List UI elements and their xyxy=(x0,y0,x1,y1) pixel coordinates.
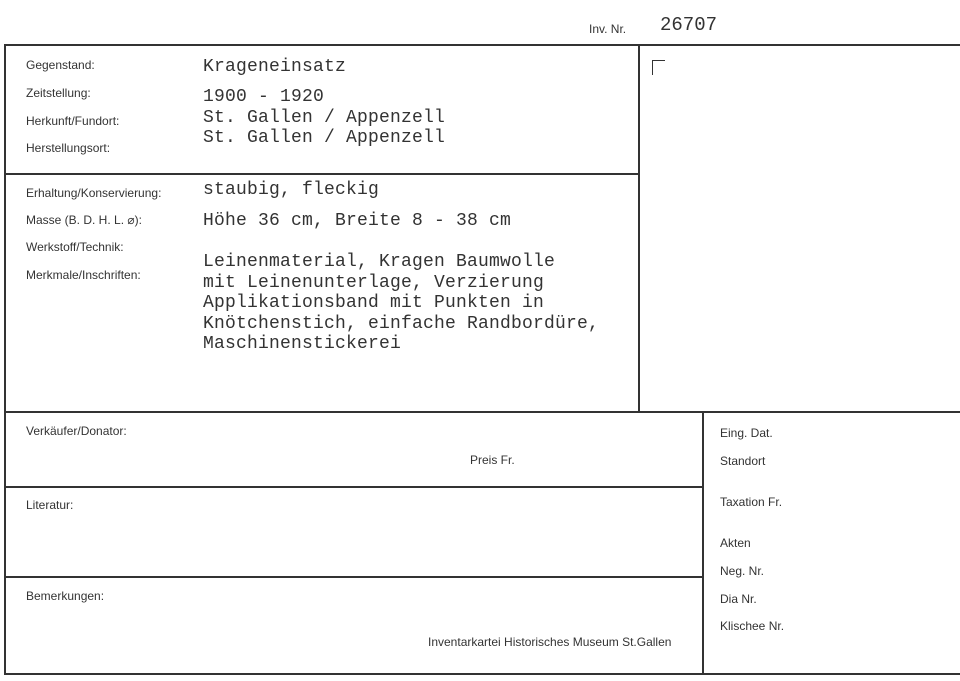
value-zeitstellung: 1900 - 1920 xyxy=(203,87,325,107)
value-merkmale: Leinenmaterial, Kragen Baumwolle mit Leinenunterlage, Verzierung Applikationsband mit Punkten in Knötchenstich, einfache Randbordüre, Maschinenstickerei xyxy=(203,252,600,354)
value-masse: Höhe 36 cm, Breite 8 - 38 cm xyxy=(203,211,512,231)
value-erhaltung: staubig, fleckig xyxy=(203,180,380,200)
corner-mark-icon xyxy=(652,60,665,75)
divider-section-1 xyxy=(4,173,639,175)
label-klischee-nr: Klischee Nr. xyxy=(720,619,785,633)
label-preis: Preis Fr. xyxy=(470,453,515,467)
label-bemerkungen: Bemerkungen: xyxy=(26,589,105,603)
label-neg-nr: Neg. Nr. xyxy=(720,564,765,578)
label-erhaltung: Erhaltung/Konservierung: xyxy=(26,186,162,200)
label-herkunft: Herkunft/Fundort: xyxy=(26,114,120,128)
value-herkunft: St. Gallen / Appenzell xyxy=(203,108,446,128)
label-taxation: Taxation Fr. xyxy=(720,495,783,509)
label-verkaeufer: Verkäufer/Donator: xyxy=(26,424,127,438)
value-herstellungsort: St. Gallen / Appenzell xyxy=(203,128,446,148)
divider-section-4 xyxy=(4,576,703,578)
footer-museum-name: Inventarkartei Historisches Museum St.Gallen xyxy=(428,635,672,649)
divider-top xyxy=(4,44,960,46)
divider-right-column xyxy=(702,411,704,674)
label-literatur: Literatur: xyxy=(26,498,74,512)
label-werkstoff: Werkstoff/Technik: xyxy=(26,240,124,254)
label-herstellungsort: Herstellungsort: xyxy=(26,141,111,155)
value-gegenstand: Krageneinsatz xyxy=(203,57,347,77)
label-akten: Akten xyxy=(720,536,751,550)
label-masse: Masse (B. D. H. L. ⌀): xyxy=(26,213,142,227)
inv-number-label: Inv. Nr. xyxy=(589,22,627,36)
divider-section-3 xyxy=(4,486,703,488)
inv-number-value: 26707 xyxy=(660,14,718,36)
divider-section-2 xyxy=(4,411,960,413)
label-eing-dat: Eing. Dat. xyxy=(720,426,773,440)
label-standort: Standort xyxy=(720,454,766,468)
label-dia-nr: Dia Nr. xyxy=(720,592,757,606)
label-gegenstand: Gegenstand: xyxy=(26,58,95,72)
divider-bottom xyxy=(4,673,960,675)
divider-left-edge xyxy=(4,44,6,674)
divider-photo xyxy=(638,44,640,412)
label-merkmale: Merkmale/Inschriften: xyxy=(26,268,141,282)
label-zeitstellung: Zeitstellung: xyxy=(26,86,91,100)
